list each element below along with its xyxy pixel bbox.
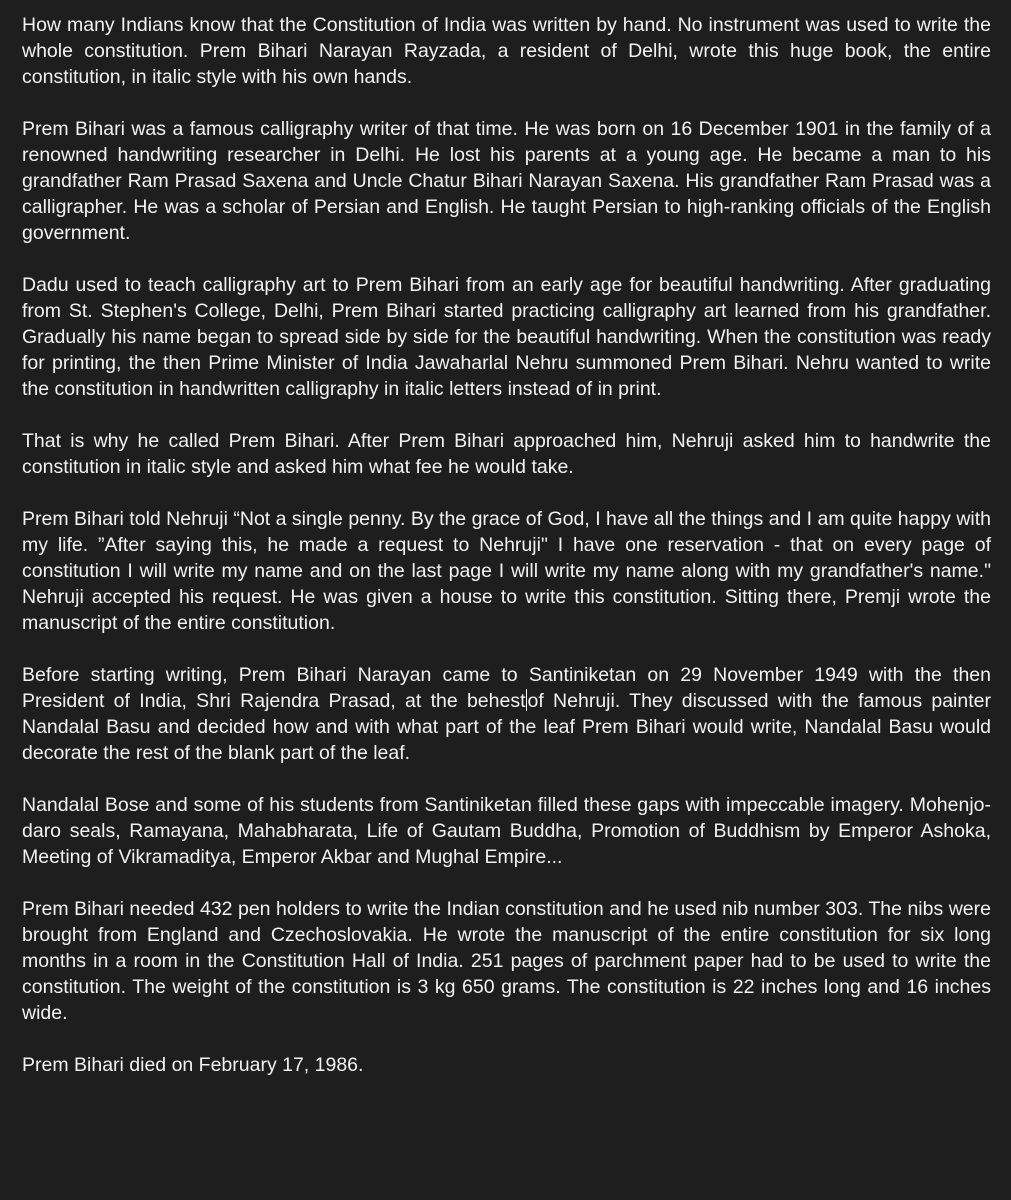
paragraph-santiniketan-part-1: Before starting writing, Prem Bihari Narayan came to Santiniketan on 29 November 1949 with the then President of India, Shri Rajendra Prasad, at the behest xyxy=(22,664,991,712)
paragraph-materials: Prem Bihari needed 432 pen holders to write the Indian constitution and he used nib number 303. The nibs were brought from England and Czechoslovakia. He wrote the manuscript of the entire constitution for six long months in a room in the Constitution Hall of India. 251 pages of parchment paper had to be used to write the constitution. The weight of the constitution is 3 kg 650 grams. The constitution is 22 inches long and 16 inches wide. xyxy=(22,898,991,1024)
paragraph-biography: Prem Bihari was a famous calligraphy writer of that time. He was born on 16 December 1901 in the family of a renowned handwriting researcher in Delhi. He lost his parents at a young age. He became a man to his grandfather Ram Prasad Saxena and Uncle Chatur Bihari Narayan Saxena. His grandfather Ram Prasad was a calligrapher. He was a scholar of Persian and English. He taught Persian to high-ranking officials of the English government. xyxy=(22,118,991,244)
text-cursor xyxy=(526,689,527,711)
paragraph-nehru-request: That is why he called Prem Bihari. After Prem Bihari approached him, Nehruji asked him to handwrite the constitution in italic style and asked him what fee he would take. xyxy=(22,430,991,478)
paragraph-training: Dadu used to teach calligraphy art to Prem Bihari from an early age for beautiful handwriting. After graduating from St. Stephen's College, Delhi, Prem Bihari started practicing calligraphy art learned from his grandfather. Gradually his name began to spread side by side for the beautiful handwriting. When the constitution was ready for printing, the then Prime Minister of India Jawaharlal Nehru summoned Prem Bihari. Nehru wanted to write the constitution in handwritten calligraphy in italic letters instead of in print. xyxy=(22,274,991,400)
paragraph-imagery: Nandalal Bose and some of his students from Santiniketan filled these gaps with impeccable imagery. Mohenjo-daro seals, Ramayana, Mahabharata, Life of Gautam Buddha, Promotion of Buddhism by Emperor Ashoka, Meeting of Vikramaditya, Emperor Akbar and Mughal Empire... xyxy=(22,794,991,868)
paragraph-no-fee: Prem Bihari told Nehruji “Not a single penny. By the grace of God, I have all the things and I am quite happy with my life. ”After saying this, he made a request to Nehruji" I have one reservation - that on every page of constitution I will write my name and on the last page I will write my name along with my grandfather's name." Nehruji accepted his request. He was given a house to write this constitution. Sitting there, Premji wrote the manuscript of the entire constitution. xyxy=(22,508,991,634)
paragraph-death: Prem Bihari died on February 17, 1986. xyxy=(22,1054,364,1076)
paragraph-intro: How many Indians know that the Constitution of India was written by hand. No instrument was used to write the whole constitution. Prem Bihari Narayan Rayzada, a resident of Delhi, wrote this huge book, the entire constitution, in italic style with his own hands. xyxy=(22,14,991,88)
paragraph-santiniketan xyxy=(22,662,991,766)
paragraph-santiniketan-part-2: of Nehruji. They discussed with the famous painter Nandalal Basu and decided how and with what part of the leaf Prem Bihari would write, Nandalal Basu would decorate the rest of the blank part of the leaf. xyxy=(22,690,991,764)
